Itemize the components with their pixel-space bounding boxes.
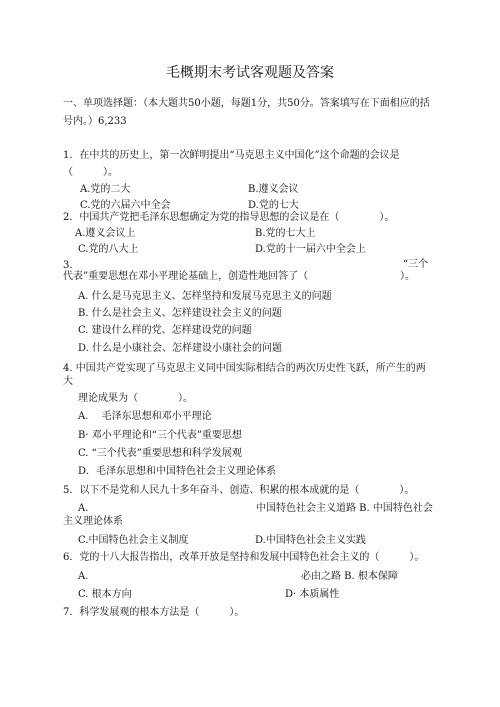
question-6-option-a-label: A. bbox=[78, 571, 89, 582]
question-1-stem-line2: （ ）。 bbox=[63, 167, 118, 178]
question-3-option-d: D. 什么是小康社会、怎样建设小康社会的问题 bbox=[78, 343, 283, 354]
question-3-option-c: C. 建设什么样的党、怎样建设党的问题 bbox=[78, 325, 252, 336]
question-4-option-b: B· 邓小平理论和“三个代表”重要思想 bbox=[78, 430, 242, 441]
question-2-option-b: B.党的七大上 bbox=[255, 228, 316, 239]
question-2-stem: 2．中国共产党把毛泽东思想确定为党的指导思想的会议是在（ ）。 bbox=[63, 212, 395, 223]
question-3-stem-quote: “三个 bbox=[403, 259, 429, 270]
question-3-option-b: B. 什么是社会主义、怎样建设社会主义的问题 bbox=[78, 308, 282, 319]
question-6-stem: 6．党的十八大报告指出，改革开放是坚持和发展中国特色社会主义的（ ）。 bbox=[63, 552, 425, 563]
question-1-option-d: D.党的七大 bbox=[248, 200, 299, 211]
question-3-stem-line2: 代表”重要思想在邓小平理论基础上，创造性地回答了（ bbox=[63, 271, 309, 282]
question-4-stem-line3: 理论成果为（ ）。 bbox=[78, 393, 193, 404]
document-title: 毛概期末考试客观题及答案 bbox=[166, 65, 334, 81]
question-7-stem: 7．科学发展观的根本方法是（ ）。 bbox=[63, 607, 245, 618]
question-6-option-a-b: 必由之路 B. 根本保障 bbox=[301, 571, 398, 582]
question-4-option-d: D．毛泽东思想和中国特色社会主义理论体系 bbox=[78, 466, 277, 477]
question-5-option-b-cont: 主义理论体系 bbox=[63, 516, 123, 527]
question-6-option-d: D· 本质属性 bbox=[285, 589, 340, 600]
question-3-stem-end: ）。 bbox=[400, 271, 415, 282]
question-5-option-c: C.中国特色社会主义制度 bbox=[78, 535, 189, 546]
question-2-option-d: D.党的十一届六中全会上 bbox=[255, 244, 366, 255]
question-1-option-b: B.遵义会议 bbox=[248, 184, 299, 195]
question-4-option-a: A. 毛泽东思想和邓小平理论 bbox=[78, 411, 212, 422]
question-4-stem-line2: 大 bbox=[63, 376, 73, 387]
question-4-stem-line1: 4. 中国共产党实现了马克思主义同中国实际相结合的两次历史性飞跃，所产生的两 bbox=[63, 363, 426, 374]
question-5-option-d: D.中国特色社会主义实践 bbox=[255, 535, 366, 546]
section-heading-line2: 号内。）6,233 bbox=[63, 116, 127, 127]
question-1-stem-line1: 1．在中共的历史上，第一次鲜明提出“马克思主义中国化”这个命题的会议是 bbox=[63, 150, 400, 161]
question-6-option-c: C. 根本方向 bbox=[78, 589, 132, 600]
question-5-option-a-b: 中国特色社会主义道路 B. 中国特色社会 bbox=[256, 503, 433, 514]
question-3-number: 3. bbox=[63, 260, 73, 271]
section-heading-line1: 一、单项选择题：（本大题共50小题，每题1分，共50分。答案填写在下面相应的括 bbox=[63, 98, 430, 109]
question-1-option-a: A.党的二大 bbox=[80, 184, 131, 195]
question-3-option-a: A. 什么是马克思主义、怎样坚持和发展马克思主义的问题 bbox=[78, 291, 332, 302]
question-2-option-c: C.党的八大上 bbox=[78, 244, 139, 255]
question-4-option-c: C. “三个代表”重要思想和科学发展观 bbox=[78, 448, 242, 459]
question-2-option-a: A.遵义会议上 bbox=[75, 228, 136, 239]
question-5-stem: 5．以下不是党和人民九十多年奋斗、创造、积累的根本成就的是（ ）。 bbox=[63, 485, 415, 496]
question-1-option-c: C.党的六届六中全会 bbox=[80, 200, 171, 211]
question-5-option-a-label: A. bbox=[78, 503, 89, 514]
